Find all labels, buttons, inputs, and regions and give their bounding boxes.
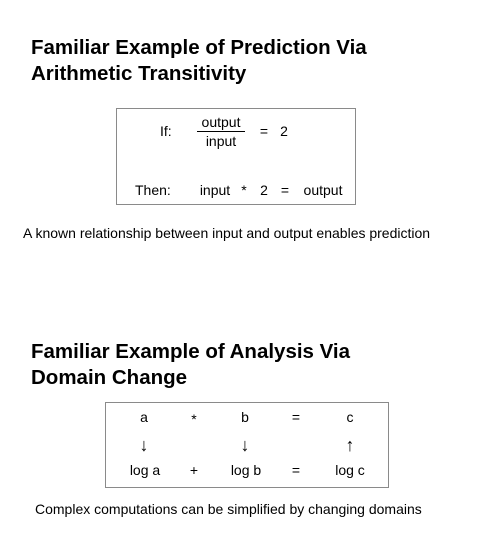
top-c: c — [346, 409, 354, 425]
section2-caption: Complex computations can be simplified by changing domains — [35, 501, 422, 517]
arrow-up-icon: ↑ — [345, 435, 355, 455]
then-value: 2 — [260, 182, 268, 198]
fraction-denominator: input — [205, 133, 237, 149]
arrow-down-icon: ↓ — [139, 435, 149, 455]
if-value: 2 — [280, 123, 288, 139]
bottom-log-c: log c — [335, 462, 365, 478]
fraction-bar — [197, 131, 245, 132]
arrow-down-icon: ↓ — [240, 435, 250, 455]
top-equals: = — [291, 409, 301, 425]
bottom-log-b: log b — [230, 462, 262, 478]
section1-caption: A known relationship between input and output enables prediction — [23, 225, 431, 241]
bottom-log-a: log a — [129, 462, 161, 478]
if-equals: = — [259, 123, 269, 139]
top-b: b — [241, 409, 249, 425]
then-equals: = — [280, 182, 290, 198]
section1-title-line2: Arithmetic Transitivity — [31, 62, 247, 85]
fraction-numerator: output — [201, 114, 241, 130]
then-output: output — [303, 182, 343, 198]
then-times: * — [241, 182, 247, 198]
section2-title-line1: Familiar Example of Analysis Via — [31, 340, 351, 363]
bottom-plus: + — [189, 462, 199, 478]
then-input: input — [199, 182, 231, 198]
bottom-equals: = — [291, 462, 301, 478]
top-a: a — [140, 409, 148, 425]
section2-title-line2: Domain Change — [31, 366, 188, 389]
then-label: Then: — [135, 182, 171, 198]
section1-title-line1: Familiar Example of Prediction Via — [31, 36, 367, 59]
if-label: If: — [160, 123, 172, 139]
top-times: * — [191, 411, 197, 427]
